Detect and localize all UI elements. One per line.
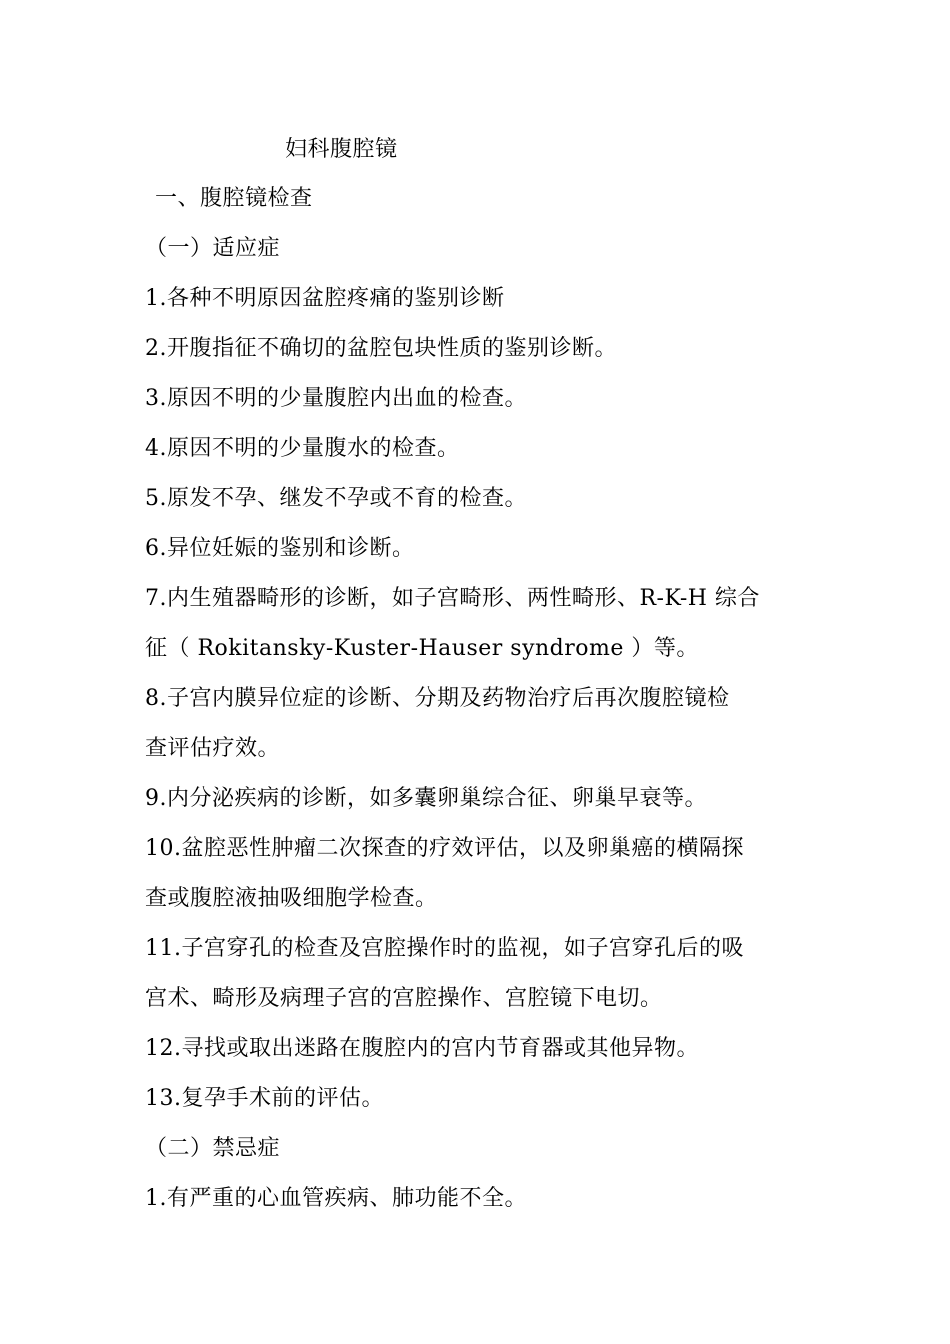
indication-line: 13.复孕手术前的评估。 (145, 1086, 384, 1111)
indication-line: 查或腹腔液抽吸细胞学检查。 (145, 886, 438, 911)
subsection-heading-indications: （一）适应症 (145, 236, 281, 261)
indication-line: 征（ Rokitansky-Kuster-Hauser syndrome ）等。 (145, 636, 699, 661)
indication-line: 10.盆腔恶性肿瘤二次探查的疗效评估，以及卵巢癌的横隔探 (145, 836, 744, 861)
indication-line: 9.内分泌疾病的诊断，如多囊卵巢综合征、卵巢早衰等。 (145, 786, 707, 811)
indication-line: 宫术、畸形及病理子宫的宫腔操作、宫腔镜下电切。 (145, 986, 663, 1011)
document-title: 妇科腹腔镜 (285, 137, 398, 162)
indication-line: 4.原因不明的少量腹水的检查。 (145, 436, 460, 461)
indication-line: 8.子宫内膜异位症的诊断、分期及药物治疗后再次腹腔镜检 (145, 686, 730, 711)
section-heading: 一、腹腔镜检查 (155, 186, 313, 211)
indication-line: 3.原因不明的少量腹腔内出血的检查。 (145, 386, 527, 411)
subsection-heading-contraindications: （二）禁忌症 (145, 1136, 281, 1161)
indication-line: 1.各种不明原因盆腔疼痛的鉴别诊断 (145, 286, 505, 311)
indication-line: 12.寻找或取出迷路在腹腔内的宫内节育器或其他异物。 (145, 1036, 699, 1061)
indication-line: 2.开腹指征不确切的盆腔包块性质的鉴别诊断。 (145, 336, 617, 361)
indication-line: 6.异位妊娠的鉴别和诊断。 (145, 536, 415, 561)
indication-line: 7.内生殖器畸形的诊断，如子宫畸形、两性畸形、R-K-H 综合 (145, 586, 760, 611)
indication-line: 查评估疗效。 (145, 736, 281, 761)
indication-line: 5.原发不孕、继发不孕或不育的检查。 (145, 486, 527, 511)
indication-line: 11.子宫穿孔的检查及宫腔操作时的监视，如子宫穿孔后的吸 (145, 936, 744, 961)
contraindication-line: 1.有严重的心血管疾病、肺功能不全。 (145, 1186, 527, 1211)
